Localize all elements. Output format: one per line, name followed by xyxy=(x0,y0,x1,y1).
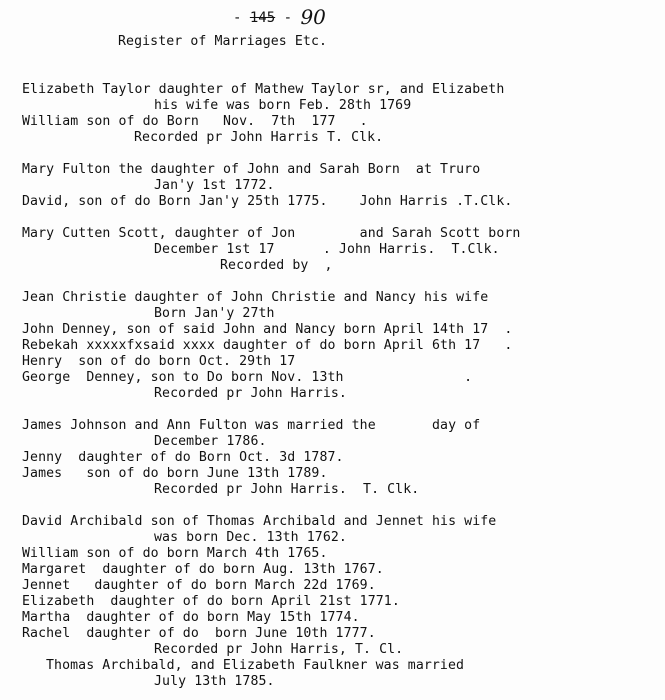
register-line: Jean Christie daughter of John Christie and Nancy his wife xyxy=(22,290,489,305)
page-number: - 145 - 90 xyxy=(233,5,326,29)
register-line: Recorded by , xyxy=(220,258,333,273)
register-line: December 1st 17 . John Harris. T.Clk. xyxy=(154,242,500,257)
register-line: Jan'y 1st 1772. xyxy=(154,178,275,193)
register-line: William son of do Born Nov. 7th 177 . xyxy=(22,114,368,129)
register-line: Rachel daughter of do born June 10th 1777. xyxy=(22,626,376,641)
register-line: George Denney, son to Do born Nov. 13th . xyxy=(22,370,473,385)
register-line: his wife was born Feb. 28th 1769 xyxy=(154,98,412,113)
register-line: Margaret daughter of do born Aug. 13th 1767. xyxy=(22,562,384,577)
register-line: William son of do born March 4th 1765. xyxy=(22,546,328,561)
register-line: David, son of do Born Jan'y 25th 1775. John Harris .T.Clk. xyxy=(22,194,513,209)
handwritten-page-number: 90 xyxy=(300,5,326,29)
register-line: David Archibald son of Thomas Archibald and Jennet his wife xyxy=(22,514,497,529)
register-line: Recorded pr John Harris. T. Clk. xyxy=(154,482,420,497)
register-line: Mary Cutten Scott, daughter of Jon and Sarah Scott born xyxy=(22,226,521,241)
register-line: Jennet daughter of do born March 22d 1769. xyxy=(22,578,376,593)
register-line: Recorded pr John Harris T. Clk. xyxy=(134,130,384,145)
register-line: James Johnson and Ann Fulton was married the day of xyxy=(22,418,481,433)
register-line: Thomas Archibald, and Elizabeth Faulkner was married xyxy=(46,658,465,673)
register-line: James son of do born June 13th 1789. xyxy=(22,466,328,481)
register-line: Jenny daughter of do Born Oct. 3d 1787. xyxy=(22,450,344,465)
register-line: Recorded pr John Harris. xyxy=(154,386,347,401)
struck-page-number: 145 xyxy=(249,10,276,26)
register-line: December 1786. xyxy=(154,434,267,449)
register-line: Mary Fulton the daughter of John and Sarah Born at Truro xyxy=(22,162,481,177)
register-line: John Denney, son of said John and Nancy born April 14th 17 . xyxy=(22,322,513,337)
register-line: Born Jan'y 27th xyxy=(154,306,275,321)
register-line: Elizabeth daughter of do born April 21st 1771. xyxy=(22,594,400,609)
register-line: Recorded pr John Harris, T. Cl. xyxy=(154,642,404,657)
register-line: July 13th 1785. xyxy=(154,674,275,689)
register-line: Henry son of do born Oct. 29th 17 xyxy=(22,354,296,369)
register-line: Martha daughter of do born May 15th 1774. xyxy=(22,610,360,625)
register-line: was born Dec. 13th 1762. xyxy=(154,530,347,545)
register-title: Register of Marriages Etc. xyxy=(118,34,328,49)
register-line: Elizabeth Taylor daughter of Mathew Taylor sr, and Elizabeth xyxy=(22,82,505,97)
register-line: Rebekah xxxxxfxsaid xxxx daughter of do born April 6th 17 . xyxy=(22,338,513,353)
